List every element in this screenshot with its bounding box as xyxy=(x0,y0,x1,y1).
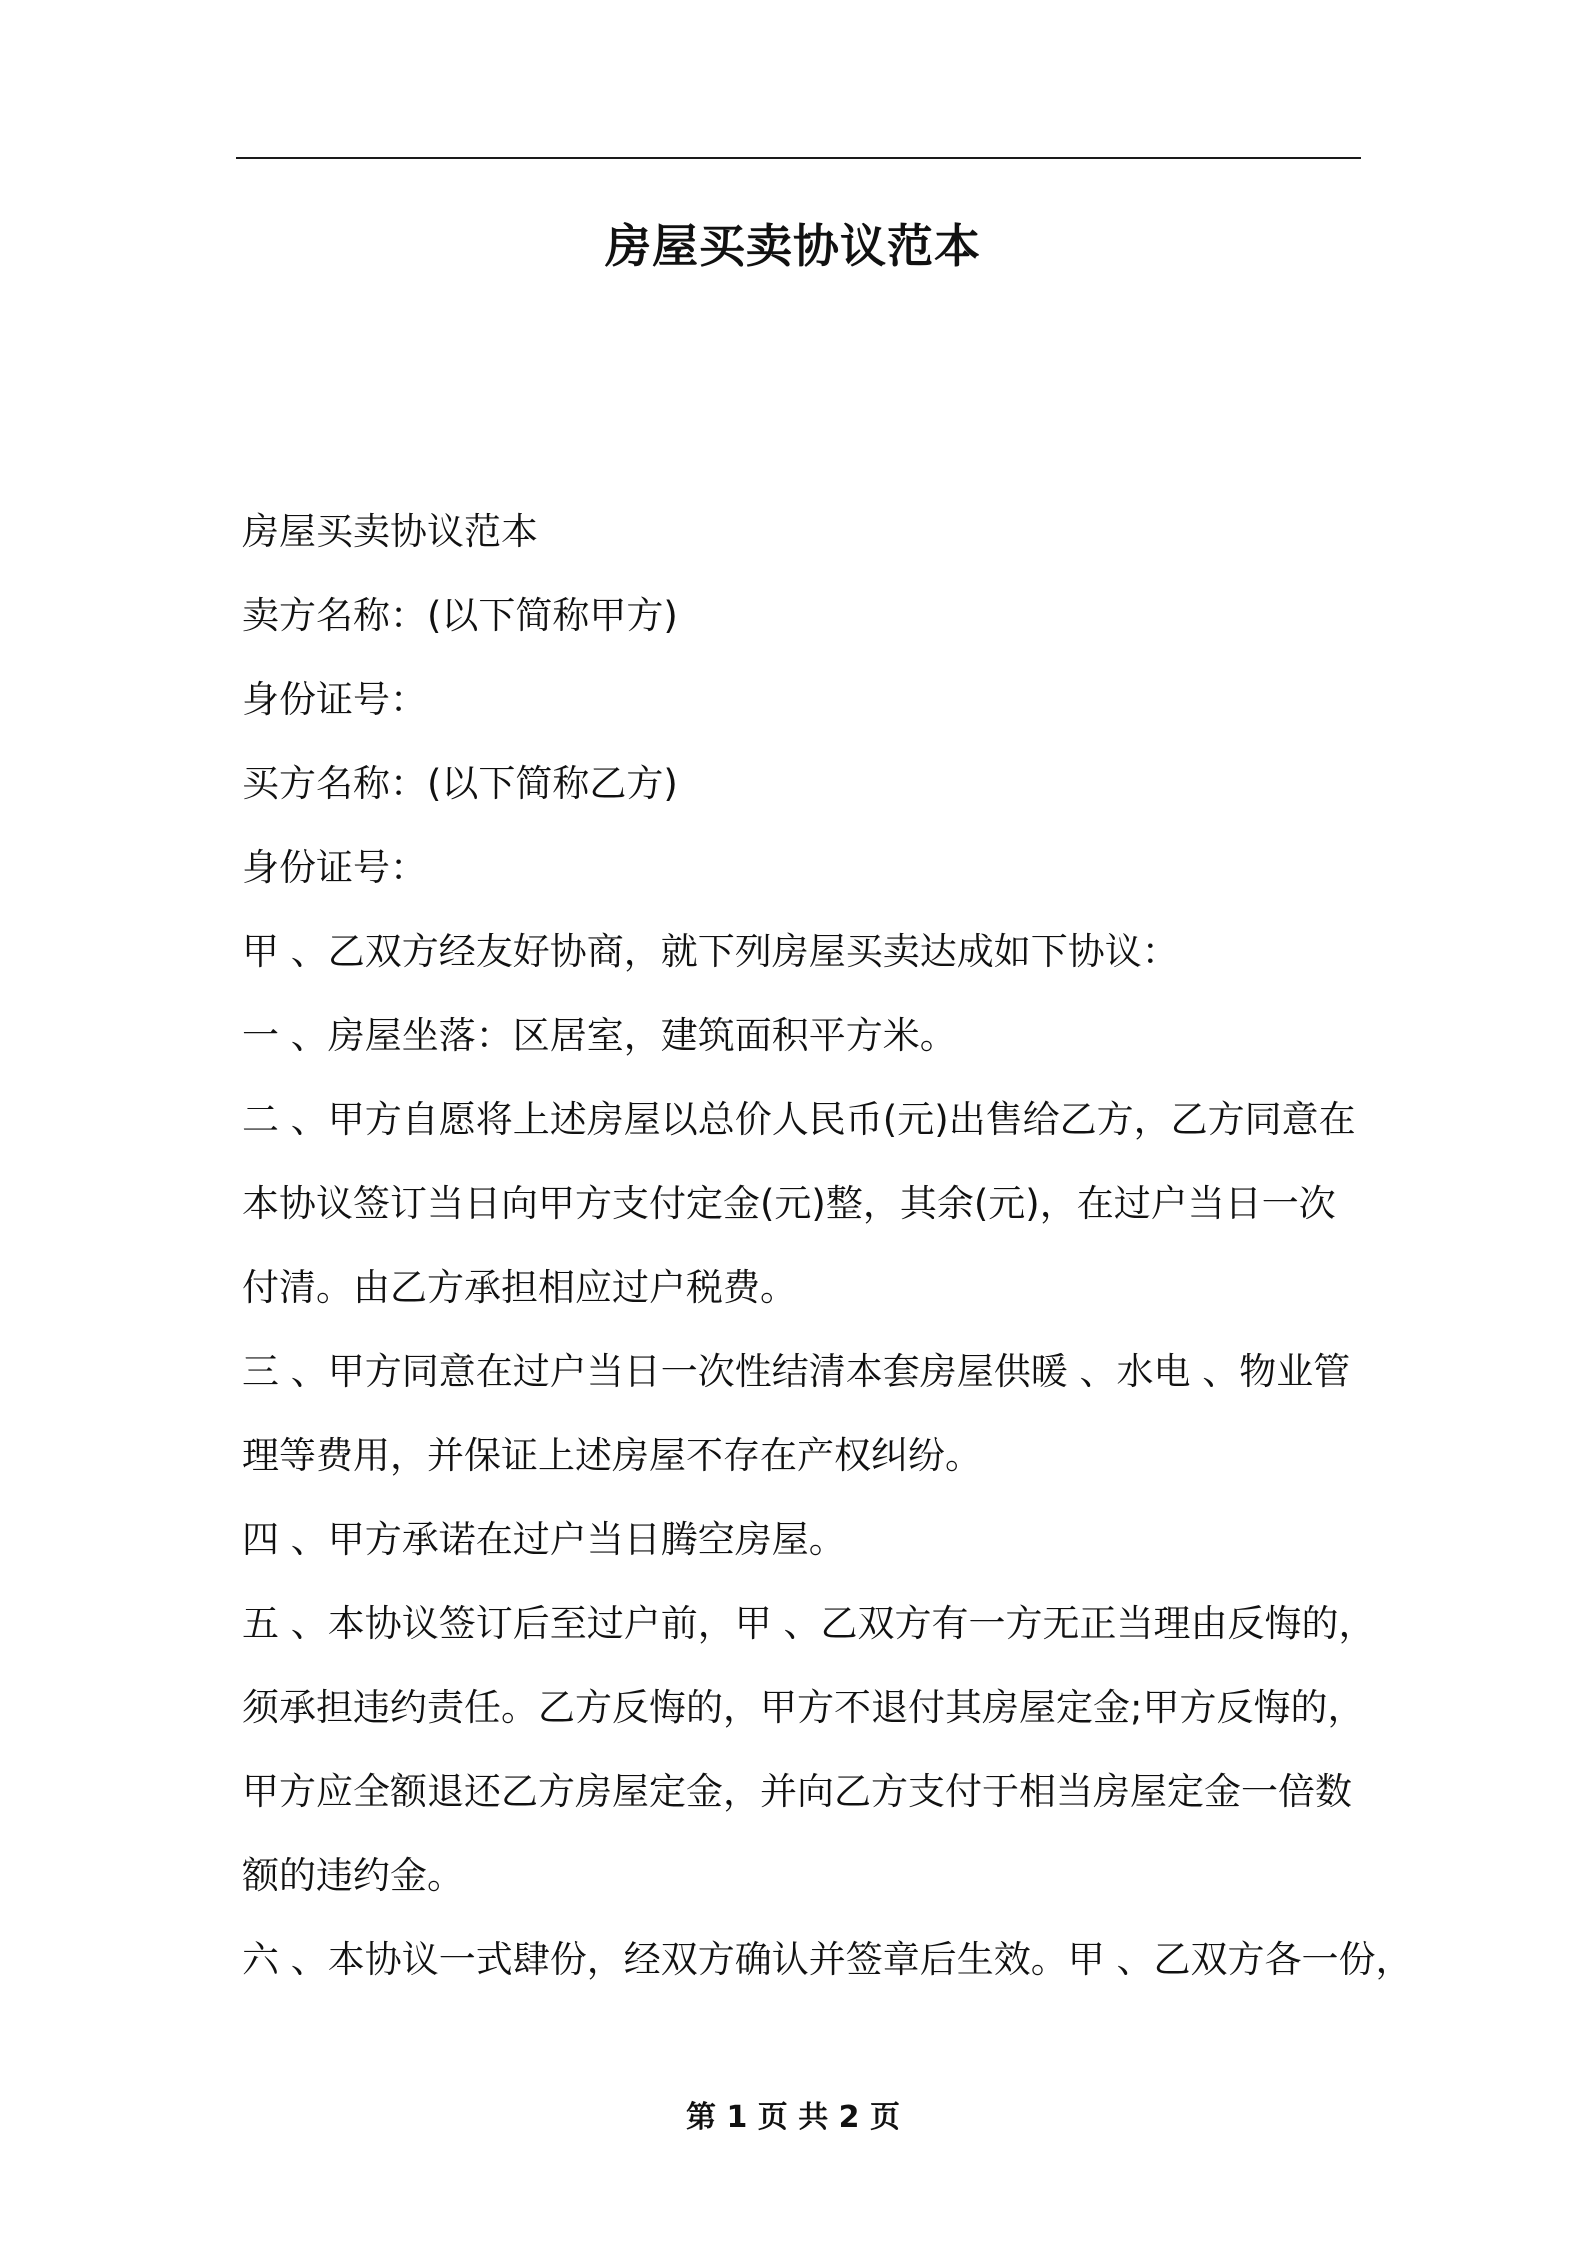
body-line-clause-1: 一 、房屋坐落：区居室，建筑面积平方米。 xyxy=(242,1014,957,1057)
body-line-subtitle: 房屋买卖协议范本 xyxy=(242,510,538,553)
body-line-buyer-id: 身份证号： xyxy=(242,846,427,889)
body-line-seller-id: 身份证号： xyxy=(242,678,427,721)
body-line-preamble: 甲 、乙双方经友好协商，就下列房屋买卖达成如下协议： xyxy=(242,930,1179,973)
body-line-clause-5a: 五 、本协议签订后至过户前，甲 、乙双方有一方无正当理由反悔的， xyxy=(242,1602,1376,1645)
document-body xyxy=(242,490,1413,2002)
page-number-footer: 第 1 页 共 2 页 xyxy=(686,2100,900,2135)
header-divider xyxy=(236,157,1361,159)
body-line-clause-5c: 甲方应全额退还乙方房屋定金，并向乙方支付于相当房屋定金一倍数 xyxy=(242,1770,1352,1813)
body-line-clause-2b: 本协议签订当日向甲方支付定金(元)整，其余(元)，在过户当日一次 xyxy=(242,1182,1336,1225)
body-line-clause-5d: 额的违约金。 xyxy=(242,1854,464,1897)
document-title: 房屋买卖协议范本 xyxy=(605,219,981,273)
body-line-clause-2c: 付清。由乙方承担相应过户税费。 xyxy=(242,1266,797,1309)
body-line-clause-5b: 须承担违约责任。乙方反悔的，甲方不退付其房屋定金;甲方反悔的， xyxy=(242,1686,1365,1729)
body-line-clause-3a: 三 、甲方同意在过户当日一次性结清本套房屋供暖 、水电 、物业管 xyxy=(242,1350,1351,1393)
body-line-clause-6: 六 、本协议一式肆份，经双方确认并签章后生效。甲 、乙双方各一份， xyxy=(242,1938,1413,1981)
body-line-clause-4: 四 、甲方承诺在过户当日腾空房屋。 xyxy=(242,1518,846,1561)
body-line-seller-name: 卖方名称：(以下简称甲方) xyxy=(242,594,678,637)
body-line-buyer-name: 买方名称：(以下简称乙方) xyxy=(242,762,678,805)
body-line-clause-2a: 二 、甲方自愿将上述房屋以总价人民币(元)出售给乙方，乙方同意在 xyxy=(242,1098,1356,1141)
body-line-clause-3b: 理等费用，并保证上述房屋不存在产权纠纷。 xyxy=(242,1434,982,1477)
